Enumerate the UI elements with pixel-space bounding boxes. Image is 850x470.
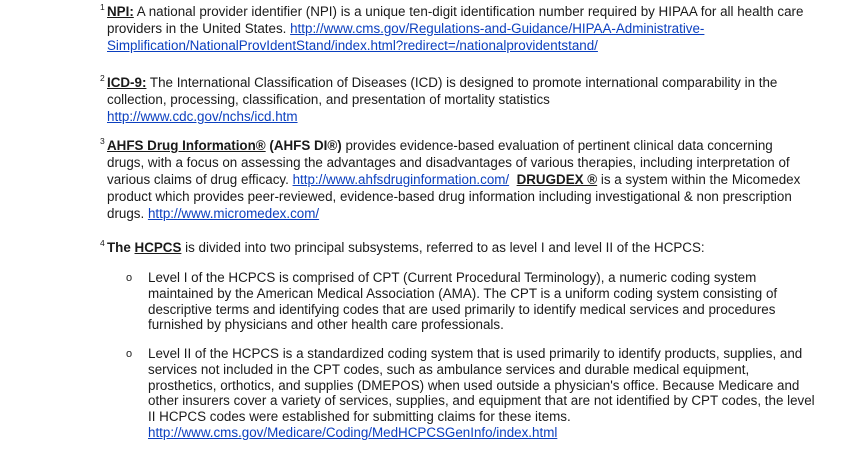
footnote-number: 3 xyxy=(100,136,105,146)
hcpcs-lead: The xyxy=(107,240,135,255)
level-2-text: Level II of the HCPCS is a standardized coding system that is used primarily to identify products, supplies, and services not included in the CPT codes, such as ambulance services and durable medical equipment, prosthetics, orthotics, and supplies (DMEPOS) when used outside a physician's office. Because Medicare and other insurers cover a variety of services, supplies, and equipment that are not identified by CPT codes, the level II HCPCS codes were established for submitting claims for these items. xyxy=(148,346,815,425)
icd9-link[interactable]: http://www.cdc.gov/nchs/icd.htm xyxy=(107,109,298,124)
footnote-number: 2 xyxy=(100,73,105,83)
ahfs-link[interactable]: http://www.ahfsdruginformation.com/ xyxy=(292,172,510,187)
footnote-text xyxy=(107,137,807,222)
hcpcs-definition: is divided into two principal subsystems, referred to as level I and level II of the HCPCS: xyxy=(181,240,705,255)
npi-link[interactable]: http://www.cms.gov/Regulations-and-Guidance/HIPAA-Administrative-Simplification/NationalProvIdentStand/index.html?redirect=/nationalprovidentstand/ xyxy=(107,21,705,53)
npi-definition: A national provider identifier (NPI) is a unique ten-digit identification number required by HIPAA for all health care providers in the United States. xyxy=(107,4,804,36)
footnote-number: 4 xyxy=(100,238,105,248)
term-npi: NPI: xyxy=(107,4,134,19)
footnote-text xyxy=(107,3,807,54)
term-ahfs: AHFS Drug Information® xyxy=(107,138,266,153)
hcpcs-link[interactable]: http://www.cms.gov/Medicare/Coding/MedHCPCSGenInfo/index.html xyxy=(148,424,558,440)
micromedex-link[interactable]: http://www.micromedex.com/ xyxy=(147,206,320,221)
footnote-text xyxy=(107,239,807,256)
term-hcpcs: HCPCS xyxy=(134,240,182,255)
term-icd9: ICD-9: xyxy=(107,75,147,90)
bullet-icon: o xyxy=(126,272,133,284)
icd9-definition: The International Classification of Diseases (ICD) is designed to promote international comparability in the collection, processing, classification, and presentation of mortality statistics xyxy=(107,75,778,107)
list-item-level-2 xyxy=(148,346,818,441)
list-item-level-1 xyxy=(148,270,818,333)
term-drugdex: DRUGDEX ® xyxy=(516,172,598,187)
drugdex-definition: is a system within the Micomedex product which provides peer-reviewed, evidence-based drug information including investigational & non prescription drugs. xyxy=(107,172,801,221)
term-ahfs-suffix: (AHFS DI®) xyxy=(265,138,342,153)
footnote-number: 1 xyxy=(100,2,105,12)
footnote-text xyxy=(107,74,807,125)
ahfs-definition: provides evidence-based evaluation of pertinent clinical data concerning drugs, with a focus on assessing the advantages and disadvantages of various therapies, including interpretation of various claims of drug efficacy. xyxy=(107,138,790,187)
bullet-icon: o xyxy=(126,348,133,360)
level-1-text: Level I of the HCPCS is comprised of CPT (Current Procedural Terminology), a numeric coding system maintained by the American Medical Association (AMA). The CPT is a uniform coding system consisting of descriptive terms and identifying codes that are used primarily to identify medical services and procedures furnished by physicians and other health care professionals. xyxy=(148,270,778,333)
